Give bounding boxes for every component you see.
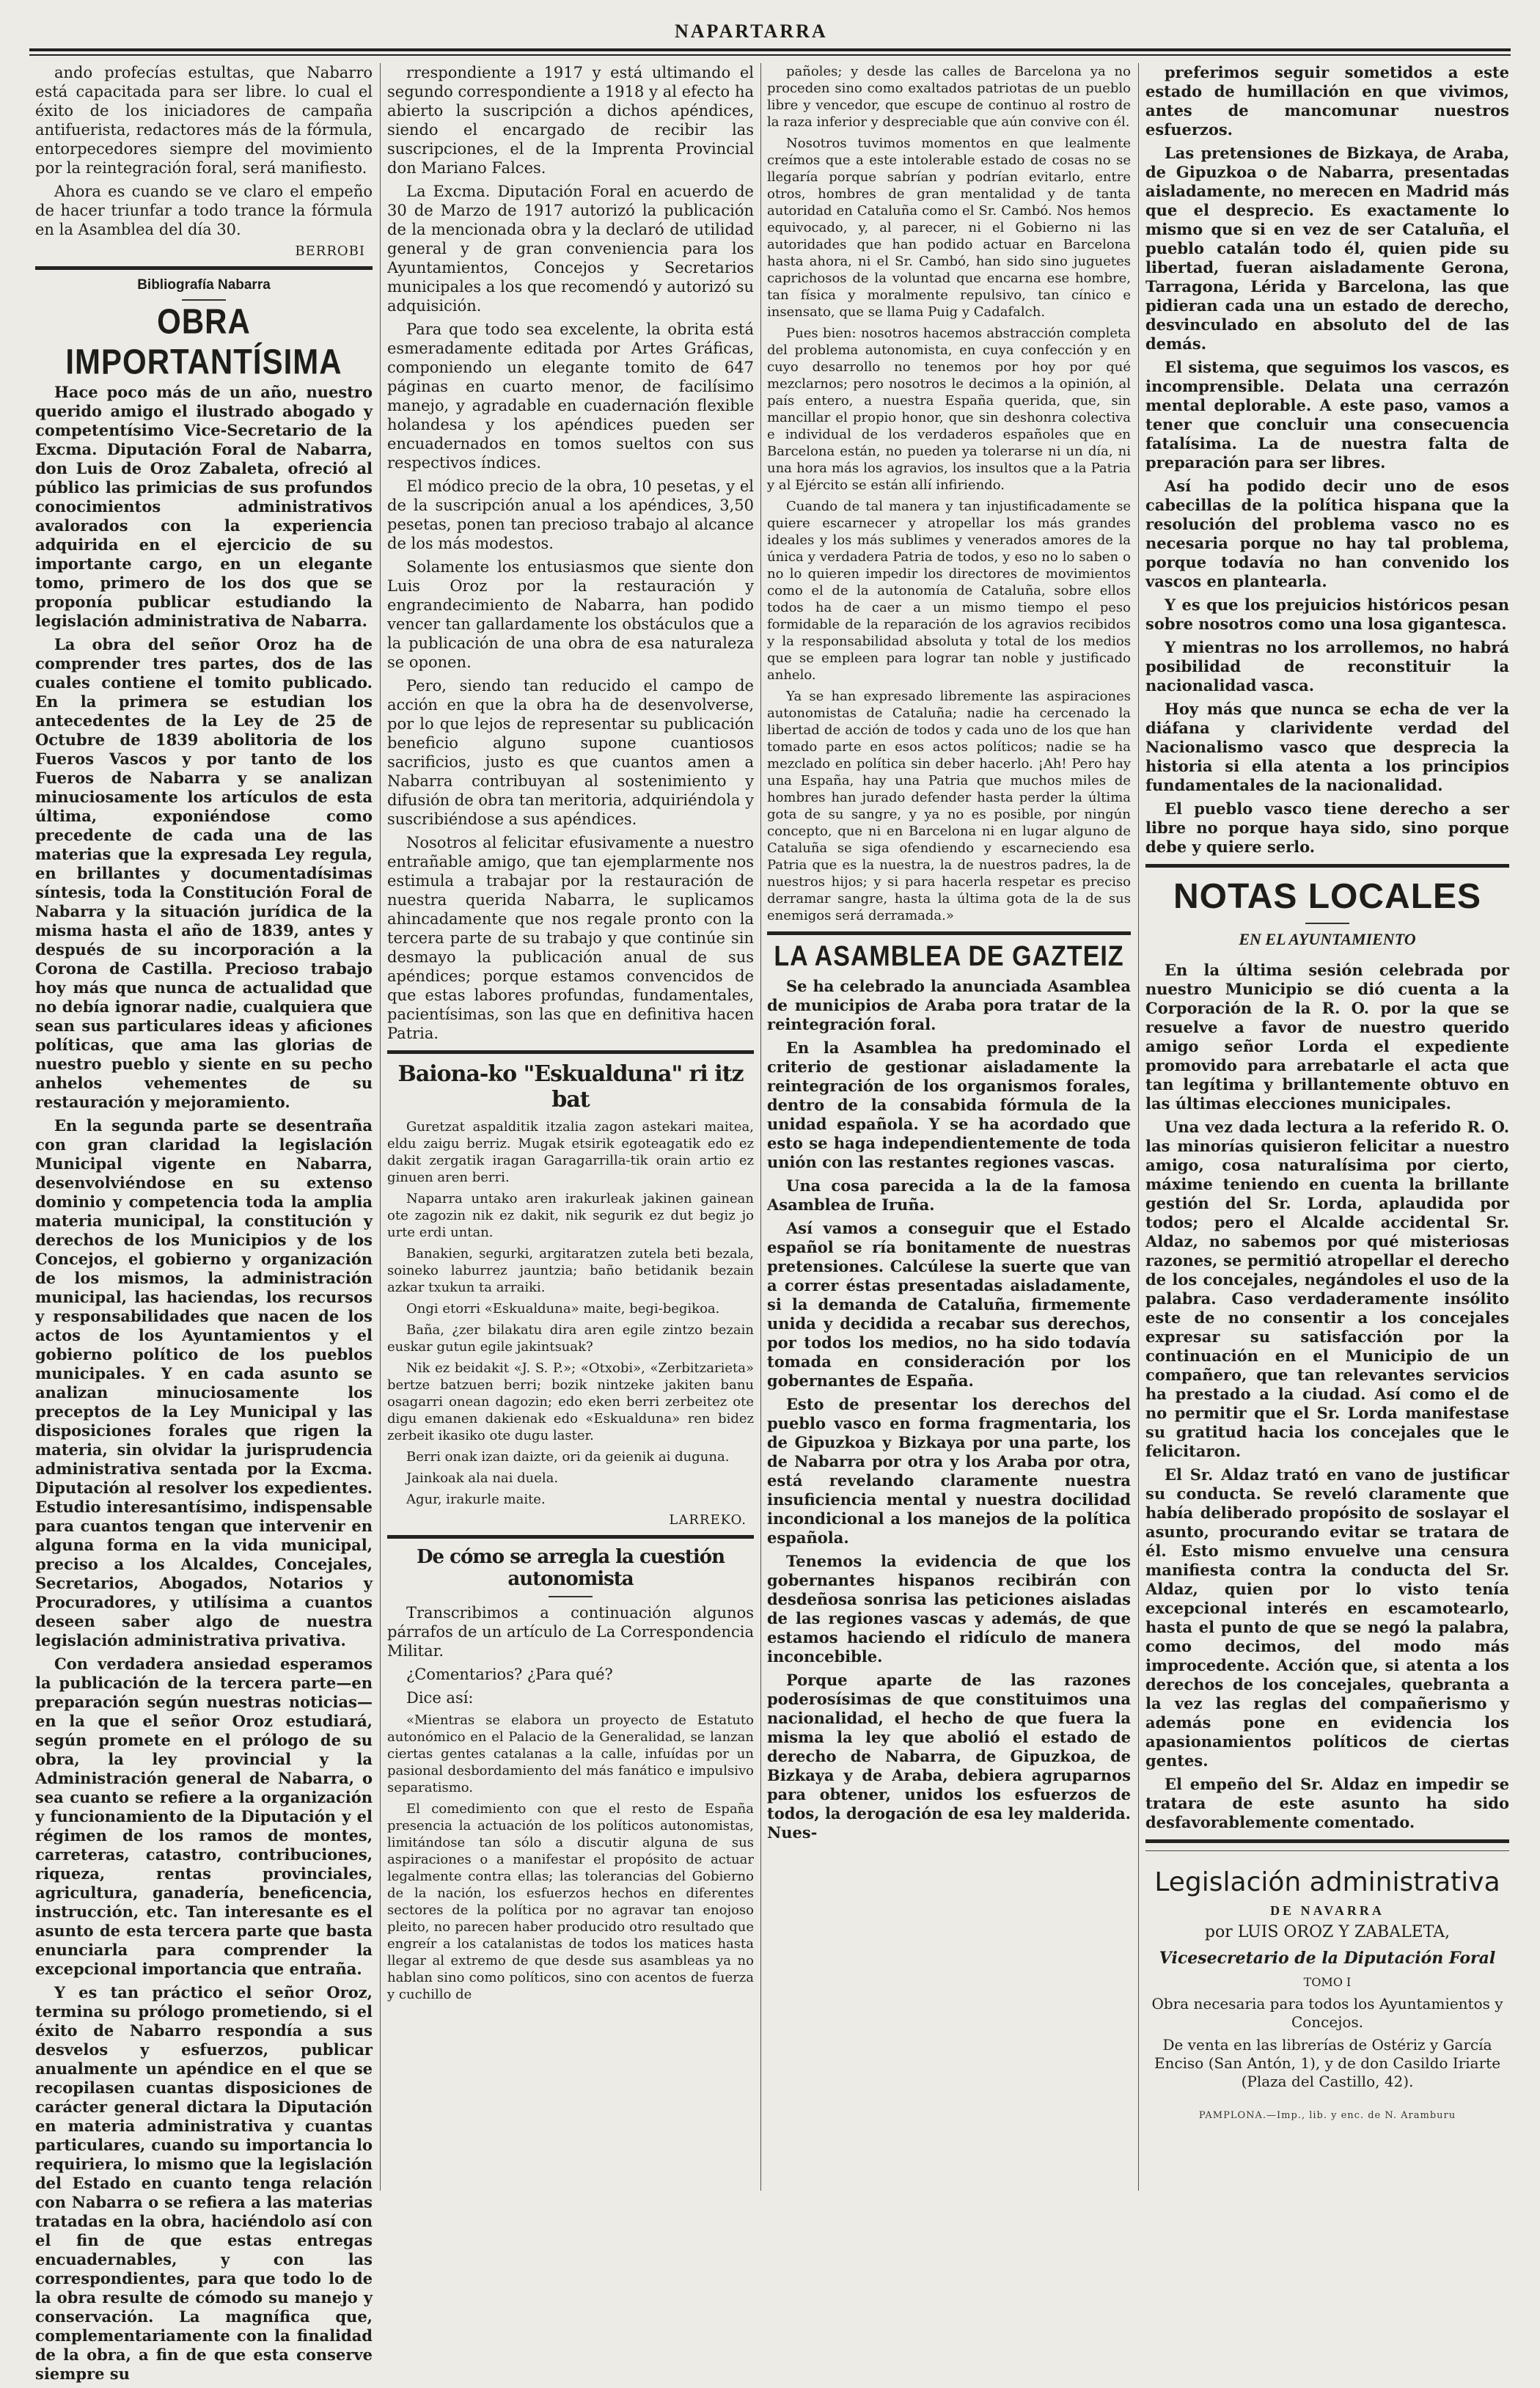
paragraph: Banakien, segurki, argitaratzen zutela beti bezala, soineko laburrez jauntzia; baño betidanik bezain azkar txukun ta arraiki.: [387, 1246, 754, 1295]
paragraph: Ya se han expresado libremente las aspiraciones autonomistas de Cataluña; nadie ha cercenado la libertad de acción de todos y cada uno de los que han tomado parte en esos actos políticos; nadie se ha mezclado en política sin deber hacerlo. ¡Ah! Pero hay una España, hay una Patria que muchos miles de hombres han jurado defender hasta perder la última gota de su sangre, y ya no es posible, por ningún concepto, que ni en Barcelona ni en lugar alguno de Cataluña se siga ofendiendo y escarneciendo esa Patria que es la nuestra, la de nuestros padres, la de nuestros hijos; y si para hacerla respetar es preciso derramar sangre, hasta la última gota de la de sus enemigos será derramada.»: [767, 689, 1131, 923]
ad-subtitle: DE NAVARRA: [1270, 1903, 1385, 1918]
article-title: OBRA IMPORTANTÍSIMA: [65, 301, 342, 382]
paragraph: «Mientras se elabora un proyecto de Estatuto autonómico en el Palacio de la Generalidad, se lanzan ciertas gentes catalanas a la calle, infuídas por un pasional desbordamiento del más fanático e impulsivo separatismo.: [387, 1713, 754, 1795]
ad-role: Vicesecretario de la Diputación Foral: [1159, 1949, 1496, 1968]
paragraph: Hace poco más de un año, nuestro querido amigo el ilustrado abogado y competentísimo Vice-Secretario de la Excma. Diputación Foral de Nabarra, don Luis de Oroz Zabaleta, ofreció al público las primicias de sus profundos conocimientos administrativos avalorados con la experiencia adquirida en el ejercicio de su importante cargo, en un elegante tomo, primero de los dos que se proponía publicar estudiando la legislación administrativa de Nabarra.: [35, 383, 373, 630]
paragraph: Porque aparte de las razones poderosísimas de que constituimos una nacionalidad, el hecho de que fuera la misma la ley que abolió el estado de derecho de Nabarra, de Gipuzkoa, de Bizkaya y de Araba, debiera agruparnos para obtener, unidos los esfuerzos de todos, la derogación de esa ley malderida. Nues-: [767, 1671, 1131, 1842]
paragraph: Nik ez beidakit «J. S. P.»; «Otxobi», «Zerbitzarieta» bertze batzuen berri; bozik nintzeke jakiten banu osagarri onean dagozin; edo eken berri zerbeitez ote digu emanen dakienak edo «Eskualduna» ren bidez zerbeit ikasiko ote dugu laster.: [387, 1360, 754, 1443]
paragraph: Pero, siendo tan reducido el campo de acción en que la obra ha de desenvolverse, por lo que lejos de representar su publicación beneficio alguno supone cuantiosos sacrificios, justo es que cuantos amen a Nabarra contribuyan al sostenimiento y difusión de obra tan meritoria, adquiriéndola y suscribiéndose a sus apéndices.: [387, 677, 754, 828]
paragraph: Agur, irakurle maite.: [406, 1492, 546, 1507]
paragraph: El empeño del Sr. Aldaz en impedir se tratara de este asunto ha sido desfavorablemente comentado.: [1145, 1775, 1509, 1831]
article-body: [35, 383, 373, 2384]
section-rule: [767, 931, 1131, 935]
article-title: LA ASAMBLEA DE GAZTEIZ: [774, 940, 1124, 973]
section-rule: [1145, 1839, 1509, 1843]
paragraph: pañoles; y desde las calles de Barcelona ya no proceden sino como exaltados patriotas de un pueblo libre y vencedor, que escupe de continuo al rostro de la raza inferior y despreciable que aún convive con él.: [767, 64, 1131, 130]
paragraph: rrespondiente a 1917 y está ultimando el segundo correspondiente a 1918 y al efecto ha abierto la suscripción a dichos apéndices, siendo el encargado de recibir las suscripciones, el de la Imprenta Provincial don Mariano Falces.: [387, 64, 754, 177]
section-rule: [35, 266, 373, 270]
ad-text: De venta en las librerías de Ostériz y García Enciso (San Antón, 1), y de don Casildo Iriarte (Plaza del Castillo, 42).: [1154, 2036, 1501, 2090]
header-rule: [29, 48, 1511, 51]
paragraph: El comedimiento con que el resto de España presencia la actuación de los políticos autonomistas, limitándose tan sólo a discutir alguna de sus aspiraciones o a manifestar el propósito de actuar legalmente contra ellas; las tolerancias del Gobierno de la nación, los esfuerzos hechos en diferentes sectores de la política por no agravar tan enojoso pleito, no parecen haber producido otro resultado que engreír a los catalanistas de todos los matices hasta llegar al extremo de que desde sus asambleas ya no hablan sino como políticos, sino con acentos de fuerza y cuchillo de: [387, 1801, 754, 2002]
quoted-article-continued: [767, 63, 1131, 924]
paragraph: Y es tan práctico el señor Oroz, termina su prólogo prometiendo, si el éxito de Nabarro respondía a sus desvelos y esfuerzos, publicar anualmente un apéndice en el que se recopilasen cuantas disposiciones de carácter general dictara la Diputación en materia administrativa y cuantas particulares, cuando su importancia lo requiriera, lo mismo que la legislación del Estado en cuanto tenga relación con Nabarra o se refiera a las materias tratadas en la obra, haciéndolo así con el fin de que estas entregas encuadernables, y con las correspondientes, para que todo lo de la obra resulte de cómodo su manejo y conservación. La magnífica que, complementariamente con la finalidad de la obra, a fin de que esta conserve siempre su: [35, 1983, 373, 2383]
paragraph: Baña, ¿zer bilakatu dira aren egile zintzo bezain euskar gutun egile jakintsuak?: [387, 1322, 754, 1355]
paragraph: Hoy más que nunca se echa de ver la diáfana y clarividente verdad del Nacionalismo vasco que desprecia la historia si ella atenta a los principios fundamentales de la nacionalidad.: [1145, 700, 1509, 794]
paragraph: En la Asamblea ha predominado el criterio de gestionar aisladamente la reintegración de los organismos forales, dentro de la consabida fórmula de la unidad española. Y se ha acordado que esto se haga independientemente de toda unión con las restantes regiones vascas.: [767, 1039, 1131, 1171]
section-title: NOTAS LOCALES: [1173, 877, 1482, 916]
paragraph: En la última sesión celebrada por nuestro Municipio se dió cuenta a la Corporación de la R. O. por la que se resuelve a favor de nuestro querido amigo señor Lorda el expediente promovido para arrebatarle el acta que tan legítima y brillantemente obtuvo en las últimas elecciones municipales.: [1145, 961, 1509, 1113]
paragraph: El Sr. Aldaz trató en vano de justificar su conducta. Se reveló claramente que había deliberado propósito de soslayar el asunto, procurando evitar se tratara de él. Esto mismo envuelve una censura manifiesta contra la conducta del Sr. Aldaz, quien por lo visto tenía excepcional interés en escamotearlo, hasta el punto de que se negó la palabra, como decimos, del modo más improcedente. Acción que, si atenta a los derechos de los concejales, quebranta a la vez las reglas del compañerismo y además pone en evidencia los apasionamientos políticos de ciertas gentes.: [1145, 1465, 1509, 1770]
basque-article: [387, 1118, 754, 1528]
paragraph: En la segunda parte se desentraña con gran claridad la legislación Municipal vigente en Nabarra, desenvolviéndose en su extenso dominio y competencia toda la amplia materia municipal, la constitución y derechos de los Municipios y de los Concejos, el gobierno y organización de los mismos, la administración municipal, las haciendas, los recursos y responsabilidades que nacen de los actos de los Ayuntamientos y el gobierno político de los pueblos municipales. Y en cada asunto se analizan minuciosamente los preceptos de la Ley Municipal y las disposiciones forales que rigen la materia, sin olvidar la jurisprudencia administrativa sentada por la Excma. Diputación al resolver los expedientes. Estudio interesantísimo, indispensable para cuantos tengan que intervenir en alguna forma en la vida municipal, preciso a los Alcaldes, Concejales, Secretarios, Abogados, Notarios y Procuradores, y utilísima a cuantos deseen saber algo de nuestra legislación administrativa privativa.: [35, 1116, 373, 1649]
paragraph: El pueblo vasco tiene derecho a ser libre no porque haya sido, sino porque debe y quiere serlo.: [1145, 799, 1509, 856]
paragraph: ando profecías estultas, que Nabarro está capacitada para ser libre. lo cual el éxito de los iniciadores de campaña antifuerista, redactores más de la fórmula, entorpecedores siempre del movimiento por la reintegración foral, será manifiesto.: [35, 64, 373, 177]
short-rule: [1305, 923, 1349, 924]
short-rule: [549, 1596, 593, 1597]
advertisement: [1145, 1850, 1509, 2091]
imprint: PAMPLONA.—Imp., lib. y enc. de N. Aramburu: [1198, 2110, 1456, 2121]
ad-volume: TOMO I: [1303, 1975, 1352, 1989]
column-2: [387, 63, 754, 2007]
article-body: [387, 63, 754, 1043]
paragraph: Berri onak izan daizte, ori da geienik ai duguna.: [406, 1449, 730, 1465]
column-divider: [760, 63, 761, 2191]
article-body: [767, 977, 1131, 1842]
paragraph: Nosotros al felicitar efusivamente a nuestro entrañable amigo, que tan ejemplarmente nos estimula a trabajar por la restauración de nuestra querida Nabarra, le suplicamos ahincadamente que nos regale pronto con la tercera parte de su trabajo y que continúe sin desmayo la publicación anual de sus apéndices; porque estamos convencidos de que estas labores profundas, fundamentales, pacientísimas, son las que en definitiva hacen Patria.: [387, 834, 754, 1042]
column-4: [1145, 63, 1509, 2121]
ad-title: Legislación administrativa: [1154, 1867, 1500, 1897]
paragraph: Ahora es cuando se ve claro el empeño de hacer triunfar a todo trance la fórmula en la Asamblea del día 30.: [35, 183, 373, 238]
section-label: Bibliografía Nabarra: [137, 277, 271, 293]
paragraph: Con verdadera ansiedad esperamos la publicación de la tercera parte—en preparación según nuestras noticias—en la que el señor Oroz estudiará, según promete en el prólogo de su obra, la ley provincial y la Administración general de Nabarra, o sea cuanto se refiere a la organización y funcionamiento de la Diputación y el régimen de los ramos de montes, carreteras, catastro, contribuciones, riqueza, rentas provinciales, agricultura, ganadería, beneficencia, instrucción, etc. Tan interesante es el asunto de esta tercera parte que basta enunciarla para comprender la excepcional importancia que entraña.: [35, 1655, 373, 1978]
paragraph: Las pretensiones de Bizkaya, de Araba, de Gipuzkoa o de Nabarra, presentadas aisladamente, no merecen en Madrid más que el desprecio. Es exactamente lo mismo que si en vez de ser Cataluña, el pueblo catalán todo él, quien pide su libertad, fueran aisladamente Gerona, Tarragona, Lérida y Barcelona, las que pidieran cada una un estado de derecho, desvinculado en absoluto del de las demás.: [1145, 144, 1509, 353]
section-rule: [387, 1535, 754, 1539]
paragraph: Una vez dada lectura a la referido R. O. las minorías quisieron felicitar a nuestro amigo, cosa naturalísima por cierto, máxime teniendo en cuenta la brillante gestión del Sr. Lorda, aplaudida por todos; pero el Alcalde accidental Sr. Aldaz, no sabemos por qué misteriosas razones, se permitió atropellar el derecho de los concejales, negándoles el uso de la palabra. Caso verdaderamente insólito este de no consentir a los concejales expresar su satisfacción por la continuación en el Municipio de un compañero, que tan relevantes servicios ha prestado a la ciudad. Así como el de no permitir que el Sr. Lorda manifestase su gratitud hacia los concejales que le felicitaron.: [1145, 1118, 1509, 1460]
paragraph: La obra del señor Oroz ha de comprender tres partes, dos de las cuales contiene el tomito publicado. En la primera se estudian los antecedentes de la Ley de 25 de Octubre de 1839 abolitoria de los Fueros Vascos y por tanto de los Fueros de Nabarra y se analizan minuciosamente los artículos de esta última, exponiéndose como precedente de cada una de las materias que la expresada Ley regula, en brillantes y documentadísimas síntesis, toda la Constitución Foral de Nabarra y la situación jurídica de la misma hasta el año de 1839, antes y después de su incorporación a la Corona de Castilla. Precioso trabajo hoy más que nunca de actualidad que no debía ignorar nadie, cualquiera que sean sus particulares ideas y aficiones políticas, que ama las glorias de nuestro pueblo y siente en su pecho anhelos vehementes de su restauración y mejoramiento.: [35, 635, 373, 1111]
paragraph: El sistema, que seguimos los vascos, es incomprensible. Delata una cerrazón mental deplorable. A este paso, vamos a tener que concluir una consecuencia fatalísima. La de nuestra falta de preparación para ser libres.: [1145, 358, 1509, 472]
paragraph: Nosotros tuvimos momentos en que lealmente creímos que a este intolerable estado de cosas no se llegaría porque sabrían y podrían evitarlo, entre otros, hombres de gran mentalidad y de tanta autoridad en Cataluña como el Sr. Cambó. Nos hemos equivocado, y, al parecer, ni el Gobierno ni las autoridades que han podido actuar en Barcelona hasta ahora, ni el Sr. Cambó, han sido sino juguetes caprichosos de la voluntad que encarna ese hombre, tan física y moralmente repulsivo, tan cínico e insensato, que se llama Puig y Cadafalch.: [767, 136, 1131, 320]
paragraph: Así ha podido decir uno de esos cabecillas de la política hispana que la resolución del problema vasco no es necesaria porque no hay tal problema, porque todavía no han convenido los vascos en plantearla.: [1145, 477, 1509, 590]
signature: LARREKO.: [669, 1512, 747, 1528]
article-title: De cómo se arregla la cuestión autonomista: [416, 1546, 725, 1590]
paragraph: Transcribimos a continuación algunos párrafos de un artículo de La Correspondencia Militar.: [387, 1604, 754, 1660]
paragraph: ¿Comentarios? ¿Para qué?: [406, 1666, 613, 1683]
paragraph: Tenemos la evidencia de que los gobernantes hispanos recibirán con desdeñosa sonrisa las peticiones aisladas de las regiones vascas y además, de que estamos haciendo el ridículo de manera inconcebible.: [767, 1552, 1131, 1666]
short-rule: [182, 299, 226, 301]
section-rule: [387, 1050, 754, 1054]
paragraph: Ongi etorri «Eskualduna» maite, begi-begikoa.: [406, 1301, 720, 1316]
column-divider: [1138, 63, 1139, 2191]
ad-author: por LUIS OROZ Y ZABALETA,: [1204, 1923, 1451, 1941]
paragraph: Para que todo sea excelente, la obrita está esmeradamente editada por Artes Gráficas, componiendo un elegante tomito de 647 páginas en cuarto menor, de facilísimo manejo, y agradable en cuadernación flexible holandesa y los apéndices pueden ser encuadernados en tomos sueltos con sus respectivos índices.: [387, 321, 754, 472]
paragraph: Esto de presentar los derechos del pueblo vasco en forma fragmentaria, los de Gipuzkoa y Bizkaya por una parte, los de Nabarra por otra y los Araba por otra, está revelando claramente nuestra insuficiencia mental y nuestra docilidad incondicional a los manejos de la política española.: [767, 1395, 1131, 1547]
paragraph: Pues bien: nosotros hacemos abstracción completa del problema autonomista, en cuya confección y en cuyo desarrollo no tenemos por hoy por qué mezclarnos; pero nosotros le decimos a la opinión, al país entero, a nuestra España querida, que, sin mancillar el propio honor, que sin deshonra colectiva e individual de los verdaderos españoles que en Barcelona están, no pueden ya tolerarse ni un día, ni una hora más los agravios, los insultos que a la Patria y al Ejército se están allí infiriendo.: [767, 326, 1131, 493]
column-1: [35, 63, 373, 2388]
header-rule-thin: [29, 54, 1511, 56]
paragraph: Y es que los prejuicios históricos pesan sobre nosotros como una losa gigantesca.: [1145, 596, 1509, 633]
paragraph: Cuando de tal manera y tan injustificadamente se quiere escarnecer y atropellar los más grandes ideales y los más sublimes y venerados amores de la única y verdadera Patria de todos, y eso no lo saben o no lo quieren impedir los directores de movimientos como el de la autonomía de Cataluña, sobre ellos todos ha de caer a un mismo tiempo el peso formidable de la reparación de los agravios recibidos y la responsabilidad absoluta y total de los medios que se empleen para lograr tan noble y justificado anhelo.: [767, 499, 1131, 683]
paragraph: Así vamos a conseguir que el Estado español se ría bonitamente de nuestras pretensiones. Calcúlese la suerte que van a correr éstas presentadas aisladamente, si la demanda de Cataluña, firmemente unida y decidida a recabar sus derechos, por todos los medios, no ha sido todavía tomada en consideración por los gobernantes de España.: [767, 1219, 1131, 1390]
paragraph: Jainkoak ala nai duela.: [406, 1470, 559, 1486]
section-rule: [1145, 864, 1509, 868]
paragraph: Naparra untako aren irakurleak jakinen gainean ote zagozin nik ez dakit, nik segurik ez dut begiz jo urte erdi untan.: [387, 1191, 754, 1240]
paragraph: El módico precio de la obra, 10 pesetas, y el de la suscripción anual a los apéndices, 3,50 pesetas, ponen tan precioso trabajo al alcance de los más modestos.: [387, 477, 754, 552]
paragraph: Solamente los entusiasmos que siente don Luis Oroz por la restauración y engrandecimiento de Nabarra, han podido vencer tan gallardamente los obstáculos que a la publicación de una obra de esa naturaleza se oponen.: [387, 558, 754, 671]
paragraph: Una cosa parecida a la de la famosa Asamblea de Iruña.: [767, 1176, 1131, 1214]
paragraph: Se ha celebrado la anunciada Asamblea de municipios de Araba pora tratar de la reintegración foral.: [767, 977, 1131, 1033]
paragraph: Dice así:: [406, 1689, 474, 1707]
paragraph: preferimos seguir sometidos a este estado de humillación en que vivimos, antes de mancomunar nuestros esfuerzos.: [1145, 63, 1509, 139]
paragraph: La Excma. Diputación Foral en acuerdo de 30 de Marzo de 1917 autorizó la publicación de la mencionada obra y la declaró de utilidad general y de gran conveniencia para los Ayuntamientos, Concejos y Secretarios municipales a los que recomendó y autorizó su adquisición.: [387, 183, 754, 315]
intro-article: [35, 63, 373, 259]
signature: BERROBI: [295, 243, 365, 259]
article-title: Baiona-ko "Eskualduna" ri itz bat: [397, 1061, 744, 1113]
article-body: [1145, 961, 1509, 1832]
article-body: [1145, 63, 1509, 857]
paragraph: Guretzat aspalditik itzalia zagon astekari maitea, eldu zaigu berriz. Mugak etsirik egoteagatik edo ez dakit zergatik iragan Garagarrilla-tik orain artio ez ginuen aren berri.: [387, 1119, 754, 1185]
running-header: NAPARTARRA: [675, 21, 828, 42]
ad-text: Obra necesaria para todos los Ayuntamientos y Concejos.: [1151, 1995, 1503, 2031]
article-intro: [387, 1603, 754, 1707]
column-divider: [380, 63, 381, 2191]
paragraph: Y mientras no los arrollemos, no habrá posibilidad de reconstituir la nacionalidad vasca.: [1145, 638, 1509, 695]
quoted-article: [387, 1712, 754, 2003]
column-3: [767, 63, 1131, 1847]
section-subtitle: EN EL AYUNTAMIENTO: [1239, 930, 1416, 948]
